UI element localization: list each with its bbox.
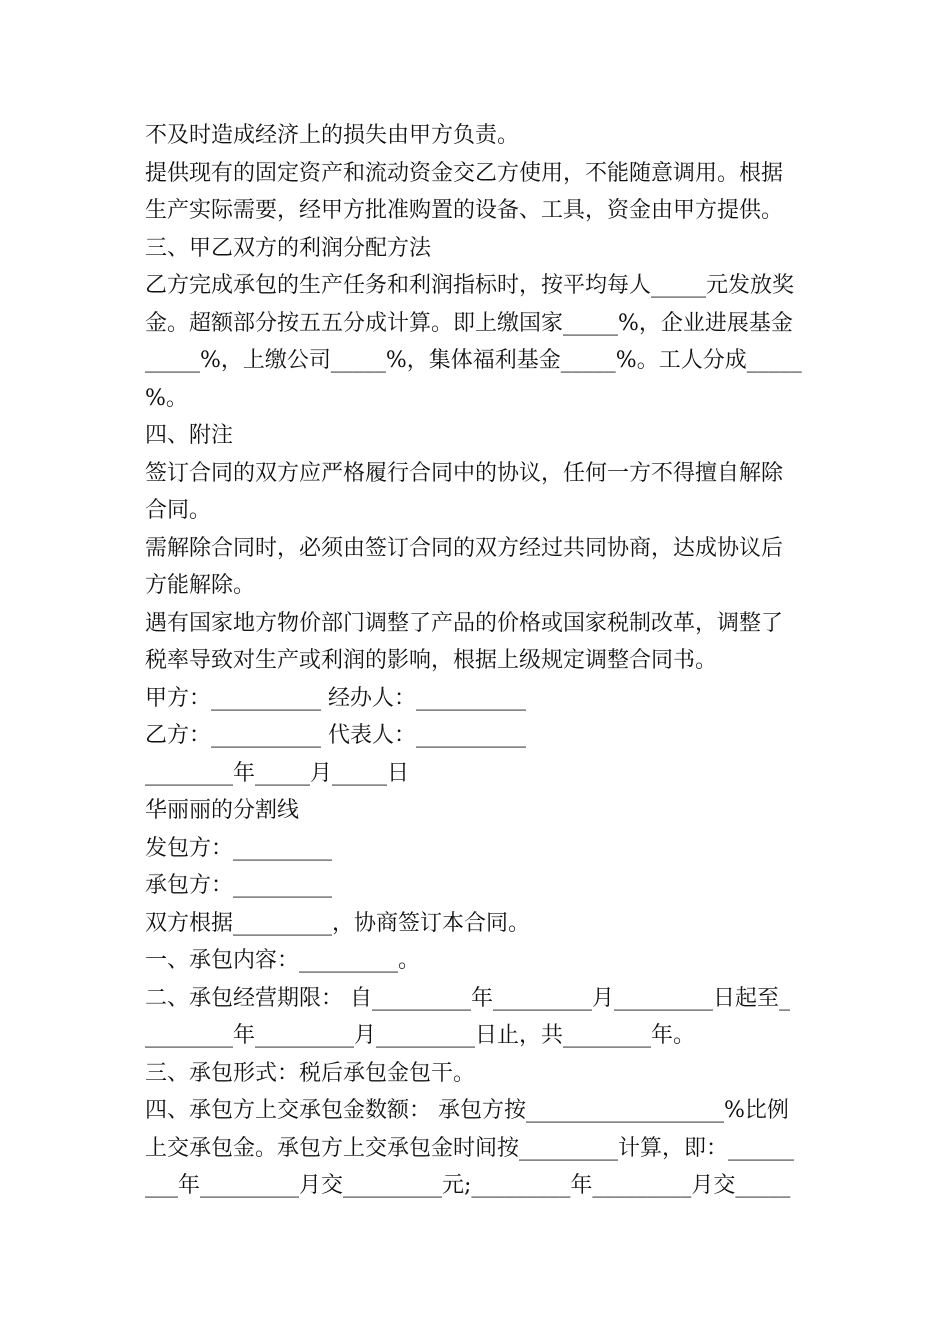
section-heading: 二、承包经营期限： 自_________年_________月_________日起至_	[145, 985, 790, 1011]
date-line: ________年_____月_____日	[145, 760, 410, 786]
signature-line-party-b: 乙方：__________ 代表人：__________	[145, 723, 526, 748]
text-line: 承包方：_________	[145, 873, 333, 898]
text-line: 金。超额部分按五五分成计算。即上缴国家_____%，企业进展基金	[145, 310, 793, 336]
text-line: 方能解除。	[145, 573, 256, 598]
text-line: 生产实际需要，经甲方批准购置的设备、工具，资金由甲方提供。	[145, 198, 784, 223]
section-heading: 一、承包内容：_________。	[145, 948, 421, 973]
document-body	[145, 117, 815, 1205]
text-line: 双方根据_________，协商签订本合同。	[145, 910, 531, 936]
section-heading: 四、承包方上交承包金数额： 承包方按__________________%比例	[145, 1098, 789, 1123]
divider-text: 华丽丽的分割线	[145, 798, 300, 823]
section-heading: 三、甲乙双方的利润分配方法	[145, 235, 432, 261]
text-line: 遇有国家地方物价部门调整了产品的价格或国家税制改革，调整了	[145, 610, 784, 636]
text-line: 发包方：_________	[145, 835, 333, 861]
text-line: 合同。	[145, 498, 212, 523]
text-line: 需解除合同时，必须由签订合同的双方经过共同协商，达成协议后	[145, 535, 784, 561]
text-line: 提供现有的固定资产和流动资金交乙方使用，不能随意调用。根据	[145, 160, 784, 186]
signature-line-party-a: 甲方：__________ 经办人：__________	[145, 685, 526, 711]
section-heading: 三、承包形式：税后承包金包干。	[145, 1060, 476, 1086]
text-line: ___年_________月交_________元;_________年_________月交_____	[145, 1173, 791, 1198]
text-line: ________年_________月_________日止，共________年。	[145, 1023, 696, 1048]
text-line: 税率导致对生产或利润的影响，根据上级规定调整合同书。	[145, 648, 718, 673]
text-line: 不及时造成经济上的损失由甲方负责。	[145, 123, 520, 148]
text-line: _____%，上缴公司_____%，集体福利基金_____%。工人分成_____	[145, 348, 802, 373]
text-line: 上交承包金。承包方上交承包金时间按_________计算，即：______	[145, 1135, 795, 1161]
text-line: 签订合同的双方应严格履行合同中的协议，任何一方不得擅自解除	[145, 460, 784, 486]
section-heading: 四、附注	[145, 423, 234, 448]
text-line: %。	[145, 385, 188, 411]
text-line: 乙方完成承包的生产任务和利润指标时，按平均每人_____元发放奖	[145, 273, 795, 298]
